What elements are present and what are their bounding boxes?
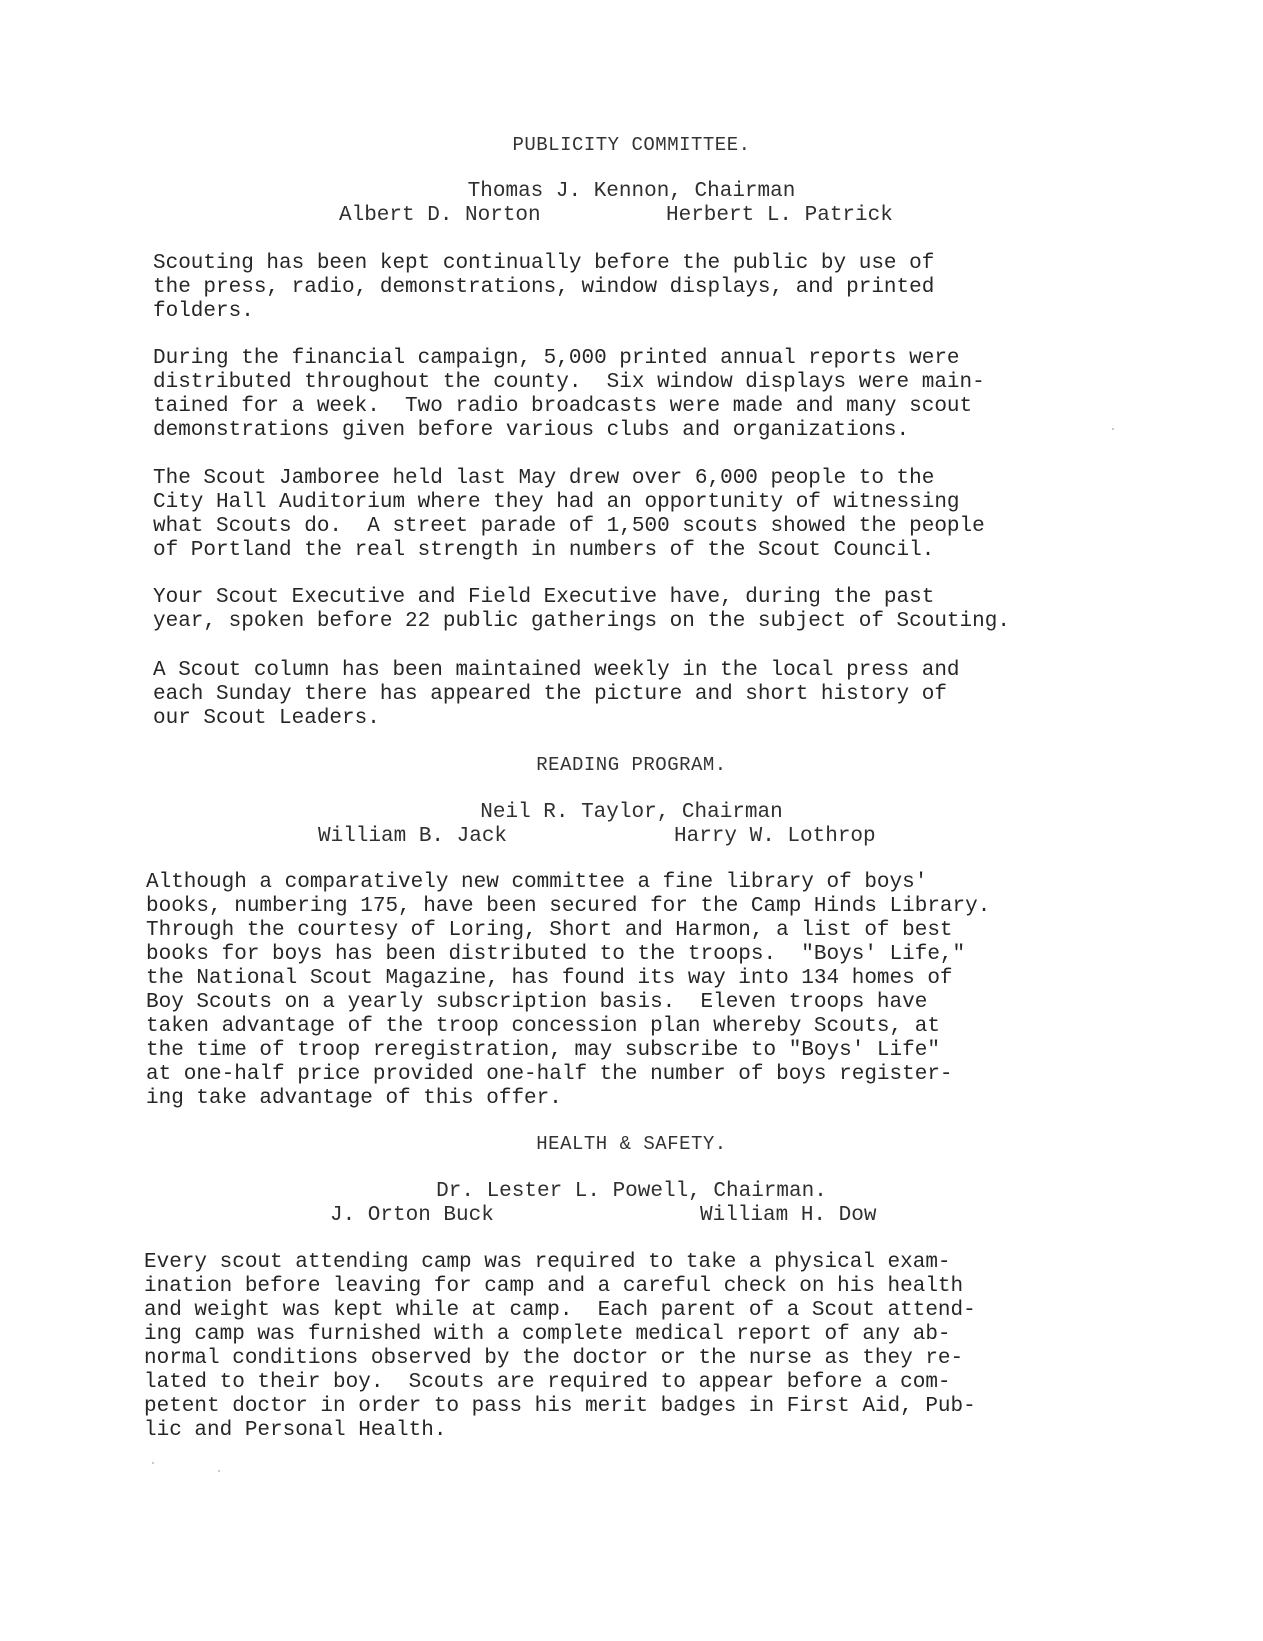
publicity-paragraph-4 (153, 586, 1113, 634)
health-paragraph-1 (144, 1251, 1104, 1443)
text-line: our Scout Leaders. (153, 707, 380, 730)
health-chairman: Dr. Lester L. Powell, Chairman. (436, 1180, 827, 1203)
section-heading-health: HEALTH & SAFETY. (536, 1133, 727, 1155)
scan-speck (1112, 428, 1114, 430)
text-line: A Scout column has been maintained weekly in the local press and (153, 659, 960, 682)
text-line: During the financial campaign, 5,000 printed annual reports were (153, 347, 960, 370)
text-line: the time of troop reregistration, may subscribe to "Boys' Life" (146, 1039, 940, 1062)
text-line: Boy Scouts on a yearly subscription basis. Eleven troops have (146, 991, 928, 1014)
text-line: the press, radio, demonstrations, window displays, and printed (153, 276, 935, 299)
text-line: at one-half price provided one-half the number of boys register- (146, 1063, 953, 1086)
text-line: taken advantage of the troop concession plan whereby Scouts, at (146, 1015, 940, 1038)
text-line: year, spoken before 22 public gatherings on the subject of Scouting. (153, 610, 1010, 633)
publicity-paragraph-2 (153, 347, 1113, 443)
text-line: books, numbering 175, have been secured for the Camp Hinds Library. (146, 895, 991, 918)
text-line: lated to their boy. Scouts are required to appear before a com- (144, 1371, 951, 1394)
section-heading-publicity: PUBLICITY COMMITTEE. (512, 134, 751, 156)
text-line: distributed throughout the county. Six window displays were main- (153, 371, 985, 394)
text-line: ing take advantage of this offer. (146, 1087, 562, 1110)
text-line: Your Scout Executive and Field Executive have, during the past (153, 586, 935, 609)
text-line: ination before leaving for camp and a careful check on his health (144, 1275, 964, 1298)
text-line: petent doctor in order to pass his merit badges in First Aid, Pub- (144, 1395, 976, 1418)
publicity-paragraph-1 (153, 252, 1113, 324)
scan-speck (218, 1470, 220, 1472)
text-line: lic and Personal Health. (144, 1419, 447, 1442)
text-line: folders. (153, 300, 254, 323)
text-line: Scouting has been kept continually before the public by use of (153, 252, 935, 275)
reading-member-1: William B. Jack (318, 825, 508, 848)
text-line: Although a comparatively new committee a fine library of boys' (146, 871, 928, 894)
reading-paragraph-1 (146, 871, 1106, 1111)
publicity-paragraph-5 (153, 659, 1113, 731)
publicity-member-1: Albert D. Norton (339, 204, 541, 227)
section-heading-reading: READING PROGRAM. (536, 754, 727, 776)
text-line: the National Scout Magazine, has found its way into 134 homes of (146, 967, 953, 990)
text-line: demonstrations given before various clubs and organizations. (153, 419, 910, 442)
reading-chairman: Neil R. Taylor, Chairman (480, 801, 783, 824)
health-member-2: William H. Dow (700, 1204, 877, 1227)
text-line: and weight was kept while at camp. Each parent of a Scout attend- (144, 1299, 976, 1322)
text-line: Every scout attending camp was required to take a physical exam- (144, 1251, 951, 1274)
text-line: of Portland the real strength in numbers of the Scout Council. (153, 539, 935, 562)
publicity-paragraph-3 (153, 467, 1113, 563)
text-line: tained for a week. Two radio broadcasts were made and many scout (153, 395, 973, 418)
publicity-member-2: Herbert L. Patrick (666, 204, 893, 227)
text-line: books for boys has been distributed to the troops. "Boys' Life," (146, 943, 966, 966)
scan-speck (152, 1462, 154, 1464)
reading-member-2: Harry W. Lothrop (674, 825, 876, 848)
text-line: each Sunday there has appeared the picture and short history of (153, 683, 947, 706)
text-line: City Hall Auditorium where they had an opportunity of witnessing (153, 491, 960, 514)
text-line: Through the courtesy of Loring, Short and Harmon, a list of best (146, 919, 953, 942)
text-line: The Scout Jamboree held last May drew over 6,000 people to the (153, 467, 935, 490)
health-member-1: J. Orton Buck (330, 1204, 494, 1227)
text-line: ing camp was furnished with a complete medical report of any ab- (144, 1323, 951, 1346)
text-line: normal conditions observed by the doctor or the nurse as they re- (144, 1347, 964, 1370)
publicity-chairman: Thomas J. Kennon, Chairman (467, 180, 796, 203)
text-line: what Scouts do. A street parade of 1,500 scouts showed the people (153, 515, 985, 538)
